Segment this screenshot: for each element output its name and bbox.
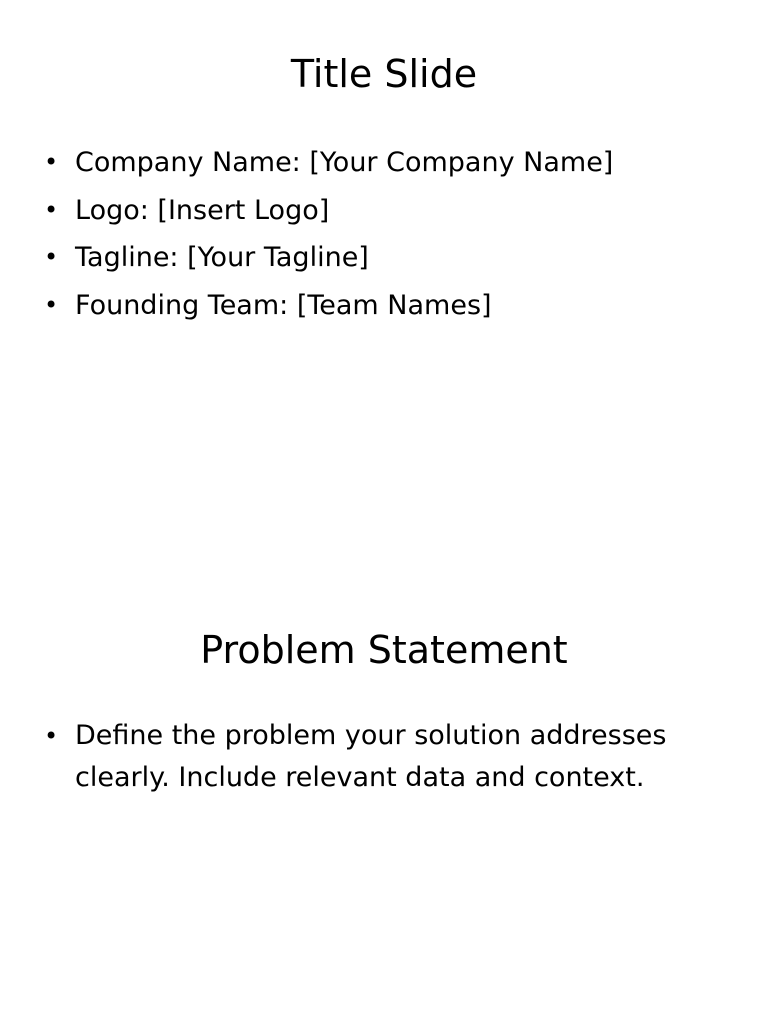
list-item (44, 187, 724, 235)
list-item (44, 282, 724, 330)
slide-title: Title Slide (290, 52, 478, 96)
bullet-text: Define the problem your solution addresses clearly. Include relevant data and context. (75, 720, 667, 793)
list-item (44, 139, 724, 187)
slide-title: Problem Statement (200, 628, 568, 672)
bullet-text: Tagline: [Your Tagline] (75, 242, 369, 273)
list-item (44, 715, 724, 799)
bullet-text: Logo: [Insert Logo] (75, 194, 330, 226)
bullet-icon: • (44, 243, 59, 271)
bullet-text: Company Name: [Your Company Name] (75, 147, 614, 178)
bullet-icon: • (44, 148, 59, 176)
bullet-list (44, 715, 724, 799)
bullet-text: Founding Team: [Team Names] (75, 289, 492, 321)
bullet-icon: • (44, 195, 59, 224)
bullet-list (44, 139, 724, 329)
slide-problem-statement (0, 576, 768, 1024)
bullet-icon: • (44, 290, 59, 319)
list-item (44, 234, 724, 282)
bullet-icon: • (44, 722, 59, 750)
